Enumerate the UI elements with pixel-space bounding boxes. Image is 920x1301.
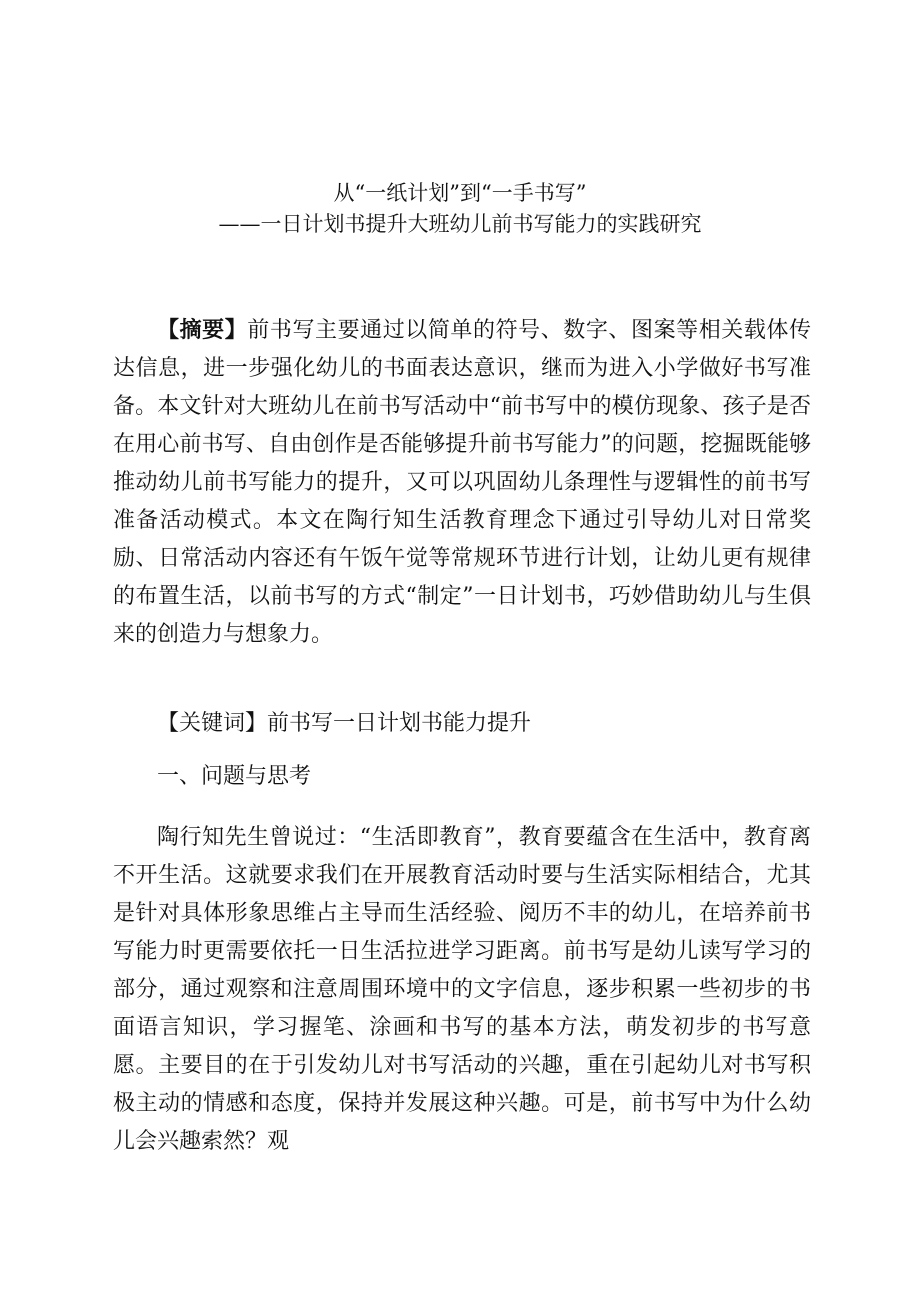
- title-subtitle: ——一日计划书提升大班幼儿前书写能力的实践研究: [218, 212, 702, 236]
- document-title: [0, 178, 920, 240]
- keywords-paragraph: [113, 705, 811, 743]
- abstract-label: 【摘要】: [157, 317, 248, 343]
- title-main: 从“一纸计划”到“一手书写”: [333, 181, 587, 205]
- abstract-paragraph: [113, 311, 811, 654]
- keywords-label: 【关键词】: [157, 711, 268, 736]
- section-heading: 一、问题与思考: [157, 764, 312, 789]
- keywords-text: 前书写一日计划书能力提升: [267, 711, 532, 736]
- section-paragraph: 陶行知先生曾说过：“生活即教育”，教育要蕴含在生活中，教育离不开生活。这就要求我们在开展教育活动时要与生活实际相结合，尤其是针对具体形象思维占主导而生活经验、阅历不丰的幼儿，在培养前书写能力时更需要依托一日生活拉进学习距离。前书写是幼儿读写学习的部分，通过观察和注意周围环境中的文字信息，逐步积累一些初步的书面语言知识，学习握笔、涂画和书写的基本方法，萌发初步的书写意愿。主要目的在于引发幼儿对书写活动的兴趣，重在引起幼儿对书写积极主动的情感和态度，保持并发展这种兴趣。可是，前书写中为什么幼儿会兴趣索然？观: [113, 825, 811, 1154]
- abstract-text: 前书写主要通过以简单的符号、数字、图案等相关载体传达信息，进一步强化幼儿的书面表达意识，继而为进入小学做好书写准备。本文针对大班幼儿在前书写活动中“前书写中的模仿现象、孩子是否在用心前书写、自由创作是否能够提升前书写能力”的问题，挖掘既能够推动幼儿前书写能力的提升，又可以巩固幼儿条理性与逻辑性的前书写准备活动模式。本文在陶行知生活教育理念下通过引导幼儿对日常奖励、日常活动内容还有午饭午觉等常规环节进行计划，让幼儿更有规律的布置生活，以前书写的方式“制定”一日计划书，巧妙借助幼儿与生俱来的创造力与想象力。: [113, 318, 811, 647]
